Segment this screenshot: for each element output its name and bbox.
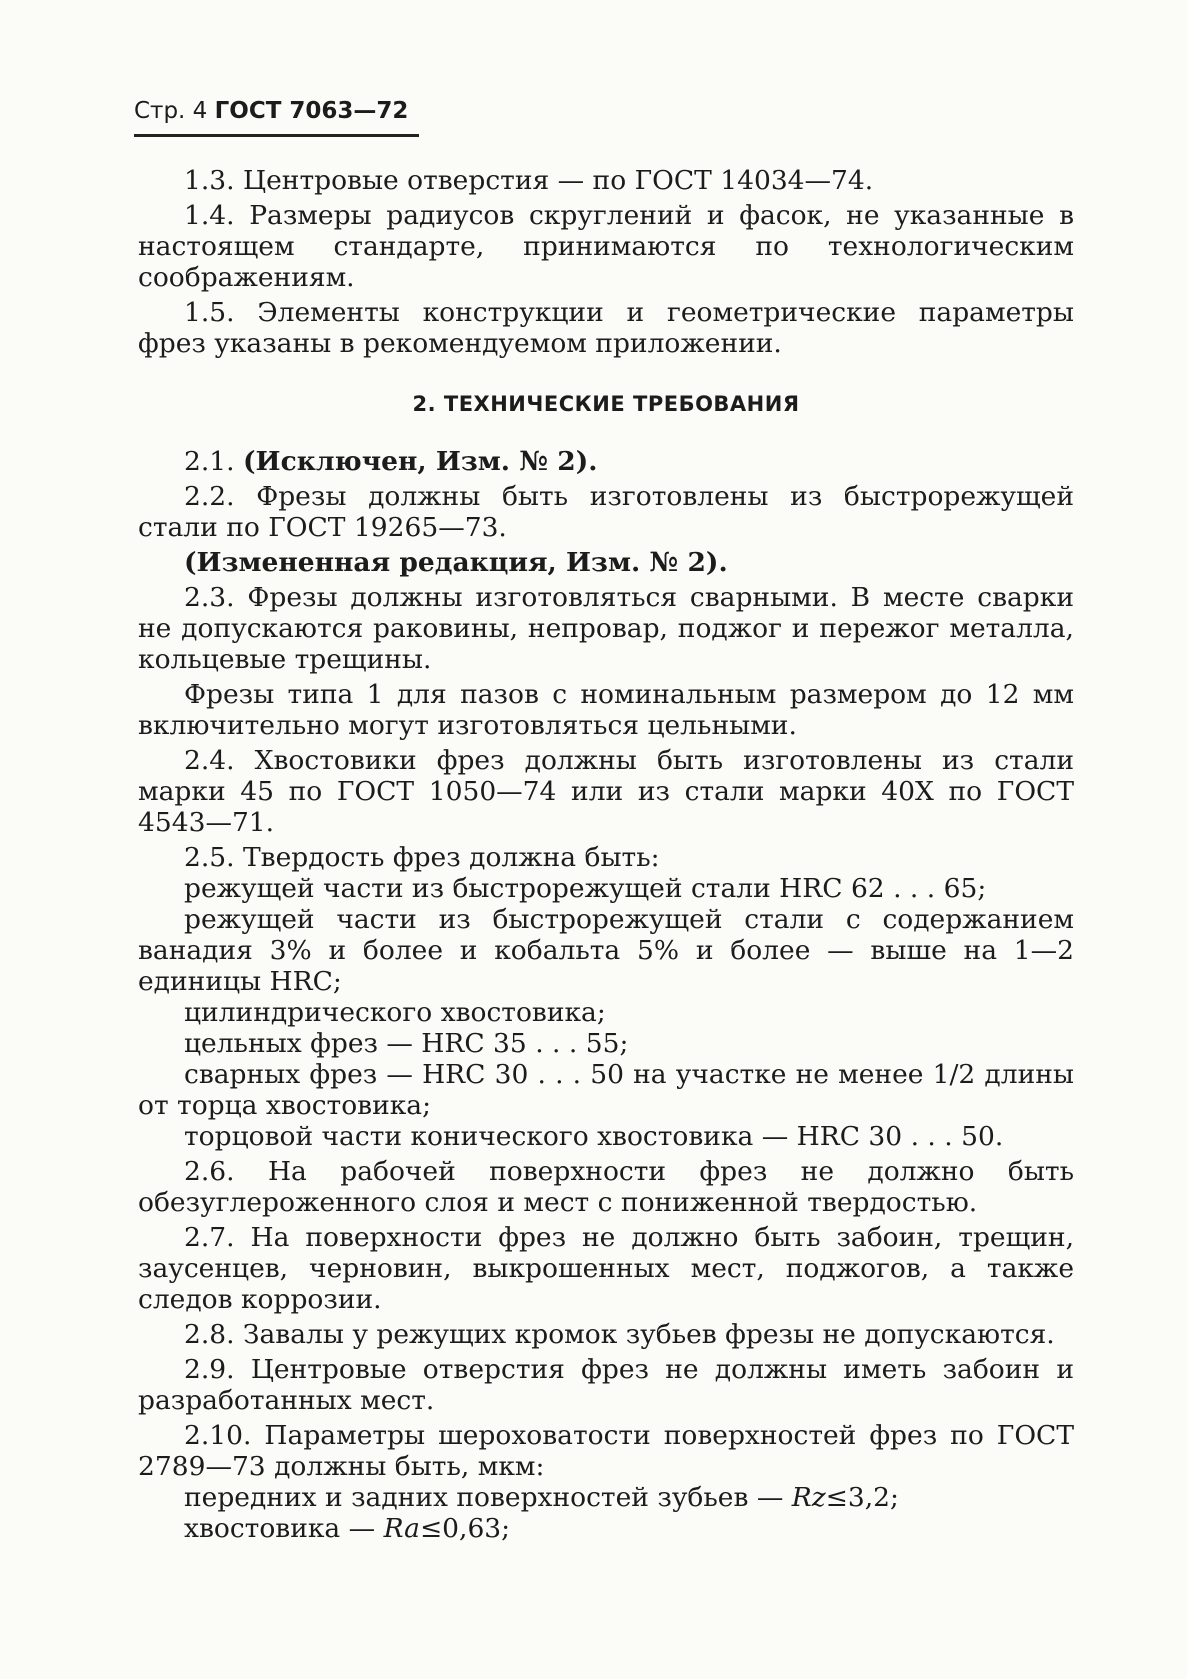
paragraph-1-4: 1.4. Размеры радиусов скруглений и фасок, не указанные в настоящем стандарте, принимаются по технологическим соображениям. [138, 200, 1074, 293]
paragraph-2-1 [138, 446, 1074, 477]
paragraph-2-1-number: 2.1. [184, 446, 235, 477]
paragraph-2-7: 2.7. На поверхности фрез не должно быть забоин, трещин, заусенцев, черновин, выкрошенных мест, поджогов, а также следов коррозии. [138, 1222, 1074, 1315]
roughness-shank-text: хвостовика — [184, 1513, 384, 1544]
roughness-symbol-rz: Rz [791, 1482, 826, 1513]
hardness-item-cutting-part: режущей части из быстрорежущей стали HRC 62 . . . 65; [184, 873, 987, 904]
hardness-item-cylindrical-shank: цилиндрического хвостовика; [184, 997, 606, 1028]
page-label: Стр. 4 [134, 98, 208, 124]
paragraph-2-2: 2.2. Фрезы должны быть изготовлены из быстрорежущей стали по ГОСТ 19265—73. [138, 481, 1074, 543]
hardness-item-solid-cutters: цельных фрез — HRC 35 . . . 55; [184, 1028, 629, 1059]
paragraph-1-5: 1.5. Элементы конструкции и геометрические параметры фрез указаны в рекомендуемом приложении. [138, 297, 1074, 359]
paragraph-2-8: 2.8. Завалы у режущих кромок зубьев фрезы не допускаются. [184, 1319, 1055, 1350]
roughness-teeth-value: ≤3,2; [825, 1482, 899, 1513]
paragraph-2-6: 2.6. На рабочей поверхности фрез не должно быть обезуглероженного слоя и мест с пониженной твердостью. [138, 1156, 1074, 1218]
hardness-item-vanadium: режущей части из быстрорежущей стали с содержанием ванадия 3% и более и кобальта 5% и более — выше на 1—2 единицы HRC; [138, 904, 1074, 997]
standard-number: ГОСТ 7063—72 [214, 98, 409, 124]
hardness-item-welded-cutters: сварных фрез — HRC 30 . . . 50 на участке не менее 1/2 длины от торца хвостовика; [138, 1059, 1074, 1121]
roughness-shank-value: ≤0,63; [419, 1513, 511, 1544]
section-heading: 2. ТЕХНИЧЕСКИЕ ТРЕБОВАНИЯ [412, 392, 800, 416]
paragraph-2-1-text: (Исключен, Изм. № 2). [243, 446, 598, 477]
amendment-note: (Измененная редакция, Изм. № 2). [184, 547, 728, 578]
hardness-item-conical-shank: торцовой части конического хвостовика — HRC 30 . . . 50. [184, 1121, 1004, 1152]
paragraph-2-3: 2.3. Фрезы должны изготовляться сварными. В месте сварки не допускаются раковины, непровар, поджог и пережог металла, кольцевые трещины. [138, 582, 1074, 675]
roughness-item-teeth [138, 1482, 1074, 1513]
paragraph-2-10: 2.10. Параметры шероховатости поверхностей фрез по ГОСТ 2789—73 должны быть, мкм: [138, 1420, 1074, 1482]
paragraph-1-3: 1.3. Центровые отверстия — по ГОСТ 14034—74. [184, 165, 874, 196]
page-header [134, 96, 419, 137]
document-body [138, 165, 1074, 1544]
paragraph-2-9: 2.9. Центровые отверстия фрез не должны иметь забоин и разработанных мест. [138, 1354, 1074, 1416]
roughness-item-shank [138, 1513, 1074, 1544]
roughness-symbol-ra: Ra [383, 1513, 420, 1544]
paragraph-2-4: 2.4. Хвостовики фрез должны быть изготовлены из стали марки 45 по ГОСТ 1050—74 или из стали марки 40Х по ГОСТ 4543—71. [138, 745, 1074, 838]
paragraph-2-5: 2.5. Твердость фрез должна быть: [184, 842, 660, 873]
paragraph-2-3-continued: Фрезы типа 1 для пазов с номинальным размером до 12 мм включительно могут изготовляться цельными. [138, 679, 1074, 741]
roughness-teeth-text: передних и задних поверхностей зубьев — [184, 1482, 792, 1513]
